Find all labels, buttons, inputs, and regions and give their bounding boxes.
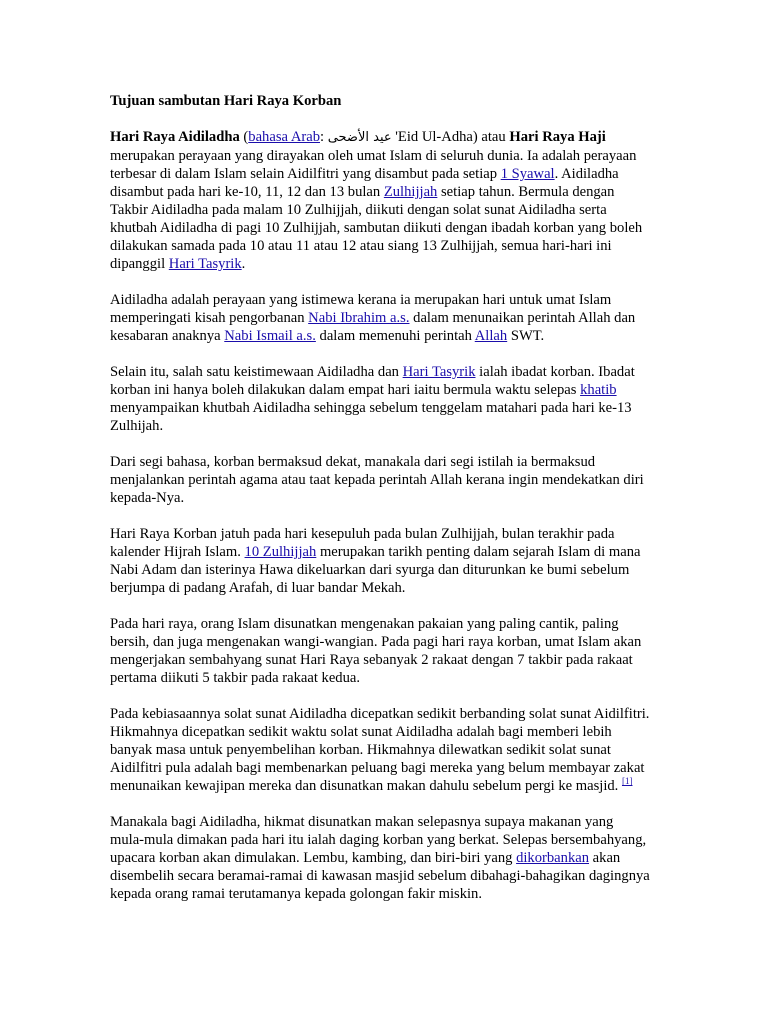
link-hari-tasyrik[interactable]: Hari Tasyrik <box>168 256 242 272</box>
text-span: Aidiladha adalah perayaan yang istimewa kerana ia merupakan hari untuk umat Islam memperingati kisah pengorbanan <box>110 292 612 326</box>
link-nabi-ibrahim[interactable]: Nabi Ibrahim a.s. <box>308 310 410 326</box>
text-span: Manakala bagi Aidiladha, hikmat disunatkan makan selepasnya supaya makanan yang mula-mula dimakan pada hari itu ialah daging korban yang berkat. Selepas bersembahyang, upacara korban akan dimulakan. Lembu, kambing, dan biri-biri yang <box>110 814 647 866</box>
text-span: SWT. <box>507 328 545 344</box>
paragraph-3 <box>110 363 650 435</box>
document-body <box>110 92 650 921</box>
paragraph-8 <box>110 813 650 903</box>
paragraph-5 <box>110 525 650 597</box>
link-nabi-ismail[interactable]: Nabi Ismail a.s. <box>224 328 316 344</box>
text-span: : <box>320 129 328 145</box>
paragraph-7 <box>110 705 650 795</box>
text-span: . <box>241 256 246 272</box>
text-span: Pada kebiasaannya solat sunat Aidiladha dicepatkan sedikit berbanding solat sunat Aidilfitri. Hikmahnya dicepatkan sedikit waktu solat sunat Aidiladha adalah bagi memberi lebih banyak masa untuk penyembelihan korban. Hikmahnya dilewatkan sedikit solat sunat Aidilfitri pula adalah bagi membenarkan peluang bagi mereka yang belum membayar zakat menunaikan kewajipan mereka dan disunatkan makan dahulu sebelum pergi ke masjid. <box>110 706 650 794</box>
bold-term: Hari Raya Aidiladha <box>110 129 240 145</box>
paragraph-6: Pada hari raya, orang Islam disunatkan mengenakan pakaian yang paling cantik, paling bersih, dan juga mengenakan wangi-wangian. Pada pagi hari raya korban, umat Islam akan mengerjakan sembahyang sunat Hari Raya sebanyak 2 rakaat dengan 7 takbir pada rakaat pertama diikuti 5 takbir pada rakaat kedua. <box>110 616 642 686</box>
link-khatib[interactable]: khatib <box>580 382 617 398</box>
text-span: Selain itu, salah satu keistimewaan Aidiladha dan <box>110 364 403 380</box>
text-span: . Aidiladha disambut pada hari ke-10, 11, 12 dan 13 bulan <box>110 166 619 200</box>
paragraph-4: Dari segi bahasa, korban bermaksud dekat, manakala dari segi istilah ia bermaksud menjalankan perintah agama atau taat kepada perintah Allah kerana ingin mendekatkan diri kepada-Nya. <box>110 454 644 506</box>
text-span: akan disembelih secara beramai-ramai di kawasan masjid sebelum dibahagi-bahagikan dagingnya kepada orang ramai terutamanya kepada golongan fakir miskin. <box>110 850 650 902</box>
footnote-ref-1[interactable]: [1] <box>621 776 633 786</box>
link-zulhijjah[interactable]: Zulhijjah <box>383 184 438 200</box>
link-bahasa-arab[interactable]: bahasa Arab <box>248 129 320 145</box>
paragraph-2 <box>110 291 650 345</box>
link-hari-tasyrik[interactable]: Hari Tasyrik <box>402 364 476 380</box>
arabic-text: عيد الأضحى <box>327 130 392 145</box>
text-span: ialah ibadat korban. Ibadat korban ini hanya boleh dilakukan dalam empat hari iaitu bermula waktu selepas <box>110 364 635 398</box>
bold-term: Hari Raya Haji <box>509 129 606 145</box>
text-span: merupakan perayaan yang dirayakan oleh umat Islam di seluruh dunia. Ia adalah perayaan terbesar di dalam Islam selain Aidilfitri yang disambut pada setiap <box>110 148 637 182</box>
text-span: dalam menunaikan perintah Allah dan kesabaran anaknya <box>110 310 636 344</box>
paragraph-1 <box>110 128 650 273</box>
link-10-zulhijjah[interactable]: 10 Zulhijjah <box>244 544 317 560</box>
link-dikorbankan[interactable]: dikorbankan <box>516 850 590 866</box>
text-span: setiap tahun. Bermula dengan Takbir Aidiladha pada malam 10 Zulhijjah, diikuti dengan solat sunat Aidiladha serta khutbah Aidiladha di pagi 10 Zulhijjah, sambutan diikuti dengan ibadah korban yang boleh dilakukan samada pada 10 atau 11 atau 12 atau siang 13 Zulhijjah, semua hari-hari ini dipanggil <box>110 184 643 272</box>
text-span: 'Eid Ul-Adha) atau <box>391 129 510 145</box>
text-span: menyampaikan khutbah Aidiladha sehingga sebelum tenggelam matahari pada hari ke-13 Zulhijah. <box>110 400 632 434</box>
text-span: ( <box>239 129 249 145</box>
link-allah[interactable]: Allah <box>474 328 508 344</box>
link-1-syawal[interactable]: 1 Syawal <box>500 166 555 182</box>
document-title: Tujuan sambutan Hari Raya Korban <box>110 93 342 109</box>
text-span: dalam memenuhi perintah <box>315 328 475 344</box>
text-span: Hari Raya Korban jatuh pada hari kesepuluh pada bulan Zulhijjah, bulan terakhir pada kalender Hijrah Islam. <box>110 526 615 560</box>
text-span: merupakan tarikh penting dalam sejarah Islam di mana Nabi Adam dan isterinya Hawa dikeluarkan dari syurga dan diturunkan ke bumi sebelum berjumpa di padang Arafah, di luar bandar Mekah. <box>110 544 641 596</box>
